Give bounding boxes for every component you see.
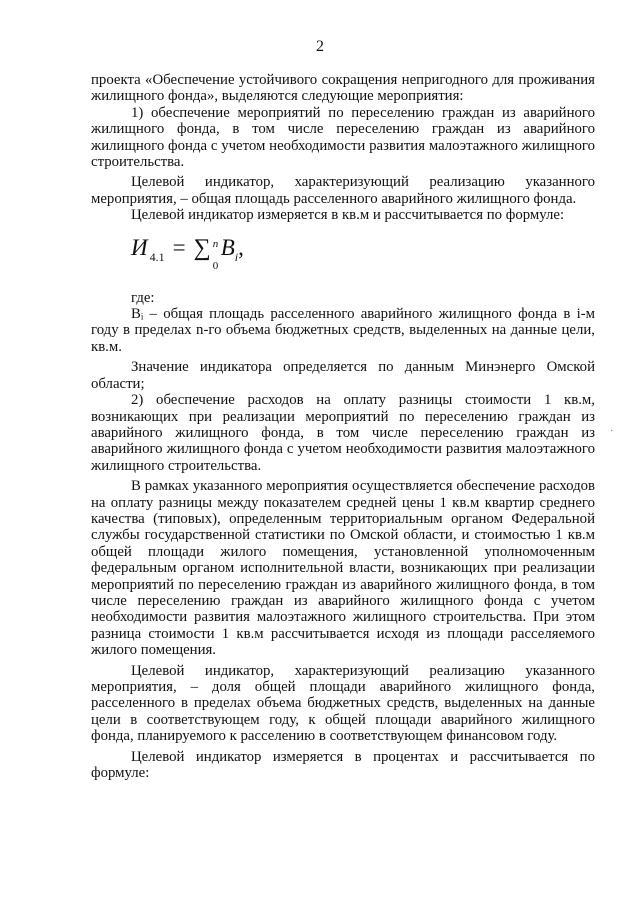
document-body (91, 72, 595, 781)
paragraph: Целевой индикатор измеряется в процентах и рассчитывается по формуле: (91, 748, 595, 782)
formula (131, 234, 244, 272)
paragraph: Bᵢ – общая площадь расселенного аварийного жилищного фонда в i-м году в пределах n-го объема бюджетных средств, выделенных на данные цели, кв.м. (91, 306, 595, 355)
paragraph: проекта «Обеспечение устойчивого сокращения непригодного для проживания жилищного фонда», выделяются следующие мероприятия: (91, 72, 595, 105)
paragraph: Целевой индикатор, характеризующий реализацию указанного мероприятия, – доля общей площади аварийного жилищного фонда, расселенного в пределах объема бюджетных средств, выделенных на данные цели в соответствующем году, к общей площади аварийного жилищного фонда, планируемого к расселению в соответствующем финансовом году. (91, 662, 595, 745)
paragraph: В рамках указанного мероприятия осуществляется обеспечение расходов на оплату разницы между показателем средней цены 1 кв.м квартир среднего качества (типовых), определенным территориальным органом Федеральной службы государственной статистики по Омской области, и стоимостью 1 кв.м общей площади жилого помещения, установленной уполномоченным федеральным органом исполнительной власти, возникающих при реализации мероприятий по переселению граждан из аварийного жилищного фонда, в том числе переселению граждан из аварийного жилищного фонда с учетом необходимости развития малоэтажного жилищного строительства. При этом разница стоимости 1 кв.м рассчитывается исходя из площади расселяемого жилого помещения. (91, 478, 595, 659)
formula-area (91, 224, 595, 286)
formula-lhs: И (131, 234, 148, 260)
formula-equals: = (172, 234, 186, 260)
formula-comma: , (238, 234, 244, 260)
formula-term-subscript: i (234, 249, 239, 264)
sum-limits (211, 237, 221, 272)
paragraph: 2) обеспечение расходов на оплату разницы стоимости 1 кв.м, возникающих при реализации мероприятий по переселению граждан из аварийного жилищного фонда, в том числе переселению граждан из аварийного жилищного фонда с учетом необходимости развития малоэтажного жилищного строительства. (91, 392, 595, 474)
margin-mark: · (610, 426, 614, 437)
page-number: 2 (316, 38, 324, 55)
paragraph: Значение индикатора определяется по данным Минэнерго Омской области; (91, 359, 595, 392)
formula-term: B (220, 234, 235, 260)
paragraph: 1) обеспечение мероприятий по переселению граждан из аварийного жилищного фонда, в том числе переселению граждан из аварийного жилищного фонда с учетом необходимости развития малоэтажного жилищного строительства. (91, 104, 595, 171)
sum-lower-limit: 0 (212, 259, 219, 272)
formula-lhs-subscript: 4.1 (149, 249, 165, 264)
sum-symbol: ∑ (193, 234, 211, 261)
paragraph: Целевой индикатор измеряется в кв.м и рассчитывается по формуле: (131, 207, 565, 224)
paragraph: Целевой индикатор, характеризующий реализацию указанного мероприятия, – общая площадь расселенного аварийного жилищного фонда. (91, 174, 595, 207)
sum-upper-limit: n (212, 237, 219, 250)
paragraph: где: (131, 289, 155, 306)
